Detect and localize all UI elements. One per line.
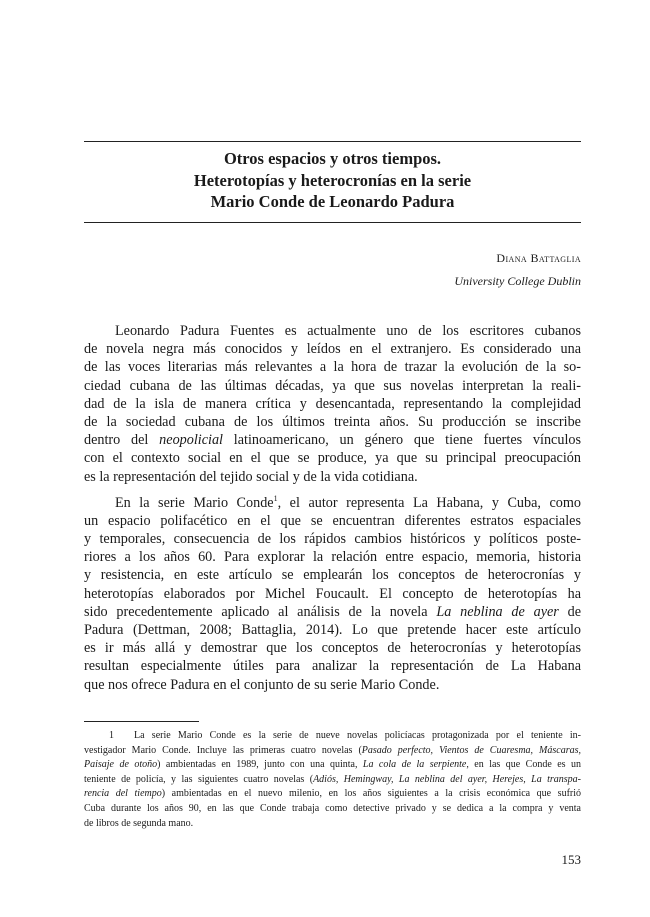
p1-line: de la sociedad cubana de los últimos treinta años. Su producción se inscribe (84, 413, 581, 430)
p2-line: Padura (Dettman, 2008; Battaglia, 2014). Lo que pretende hacer este artículo (84, 622, 581, 638)
p1-line: ciedad cubana de las últimas décadas, ya que sus novelas interpretan la reali- (84, 377, 581, 394)
italic-titles: Paisaje de otoño (84, 759, 158, 771)
p2-line: riores a los años 60. Para explorar la relación entre espacio, memoria, historia (84, 549, 581, 566)
italic-titles: Adiós, Hemingway, La neblina del ayer, Herejes, La transpa- (313, 773, 581, 785)
footnote-line (84, 729, 581, 744)
text-run: En la serie Mario Conde (115, 494, 274, 511)
p2-line: un espacio polifacético en el que se encuentran diferentes estratos espaciales (84, 512, 581, 529)
text-run: teniente de policía, y las siguientes cuatro novelas ( (84, 773, 314, 785)
title-line-3: Mario Conde de Leonardo Padura (210, 192, 455, 211)
footnote-ref[interactable]: 1 (273, 493, 278, 503)
text-run: , el autor representa La Habana, y Cuba, como (277, 494, 581, 511)
footnote (84, 729, 581, 831)
title-bottom-rule (84, 222, 581, 223)
p1-line: es la representación del tejido social y de la vida cotidiana. (84, 468, 418, 485)
text-run: ) ambientadas en el nuevo milenio, en los años siguientes a la crisis económica que sufrió (161, 788, 582, 800)
text-run: , en las que Conde es un (466, 759, 581, 771)
footnote-line (84, 758, 581, 773)
footnote-line: Cuba durante los años 90, en las que Conde trabaja como detective privado y se dedica a la compra y venta (84, 802, 581, 814)
footnote-line (84, 787, 581, 802)
p2-line: resultan especialmente útiles para analizar la representación de La Habana (84, 658, 581, 675)
italic-title: La neblina de ayer (436, 603, 559, 620)
text-run: vestigador Mario Conde. Incluye las primeras cuatro novelas ( (84, 744, 362, 756)
text-run: de (558, 603, 582, 620)
p2-line: y temporales, consecuencia de los rápidos cambios históricos y políticos poste- (84, 531, 581, 548)
footnote-number: 1 (109, 730, 114, 741)
p2-line: que nos ofrece Padura en el conjunto de su serie Mario Conde. (84, 676, 440, 693)
paragraph-2 (84, 494, 581, 694)
article-title (84, 148, 581, 213)
author-name: Diana Battaglia (496, 251, 581, 265)
p1-line: de las voces literarias más relevantes a la hora de trazar la evolución de la so- (84, 359, 581, 376)
p2-line: y resistencia, en este artículo se emplearán los conceptos de heterocronías y (84, 567, 581, 584)
text-run: dentro del (84, 432, 160, 449)
p2-line: es ir más allá y demostrar que los conceptos de heterocronías y heterotopías (84, 640, 581, 657)
p1-line: dad de la isla de manera crítica y desencantada, representando la complejidad (84, 395, 581, 412)
p1-line: Leonardo Padura Fuentes es actualmente uno de los escritores cubanos (115, 323, 581, 339)
text-run: La serie Mario Conde es la serie de nueve novelas policíacas protagonizada por el teniente in- (134, 730, 581, 741)
p1-line (84, 431, 581, 449)
text-run: latinoamericano, un género que tiene fuertes vínculos (223, 432, 581, 449)
italic-titles: rencia del tiempo (84, 788, 162, 800)
author-affiliation: University College Dublin (454, 274, 581, 288)
title-top-rule (84, 141, 581, 142)
article-body (84, 322, 581, 694)
text-run: ) ambientadas en 1989, junto con una quinta, (157, 759, 363, 771)
p1-line: de novela negra más conocidos y leídos en el extranjero. Es considerado una (84, 341, 581, 358)
italic-titles: Pasado perfecto, Vientos de Cuaresma, Máscaras, (361, 744, 581, 756)
italic-title: La cola de la serpiente (362, 759, 467, 771)
footnote-rule (84, 721, 199, 722)
italic-term: neopolicial (159, 432, 224, 449)
text-run: sido precedentemente aplicado al análisis de la novela (84, 603, 437, 620)
title-line-2: Heterotopías y heterocronías en la serie (193, 170, 472, 190)
p1-line: con el contexto social en el que se produce, ya que su principal preocupación (84, 450, 581, 467)
p2-line (84, 494, 581, 512)
footnote-line (84, 744, 581, 759)
p2-line: heterotopías elaborados por Michel Foucault. El concepto de heterotopías ha (84, 585, 581, 602)
footnote-line: de libros de segunda mano. (84, 817, 194, 829)
page-number: 153 (561, 852, 581, 867)
footnote-line (84, 773, 581, 788)
p2-line (84, 603, 581, 621)
title-line-1: Otros espacios y otros tiempos. (223, 149, 442, 168)
paragraph-1 (84, 322, 581, 486)
